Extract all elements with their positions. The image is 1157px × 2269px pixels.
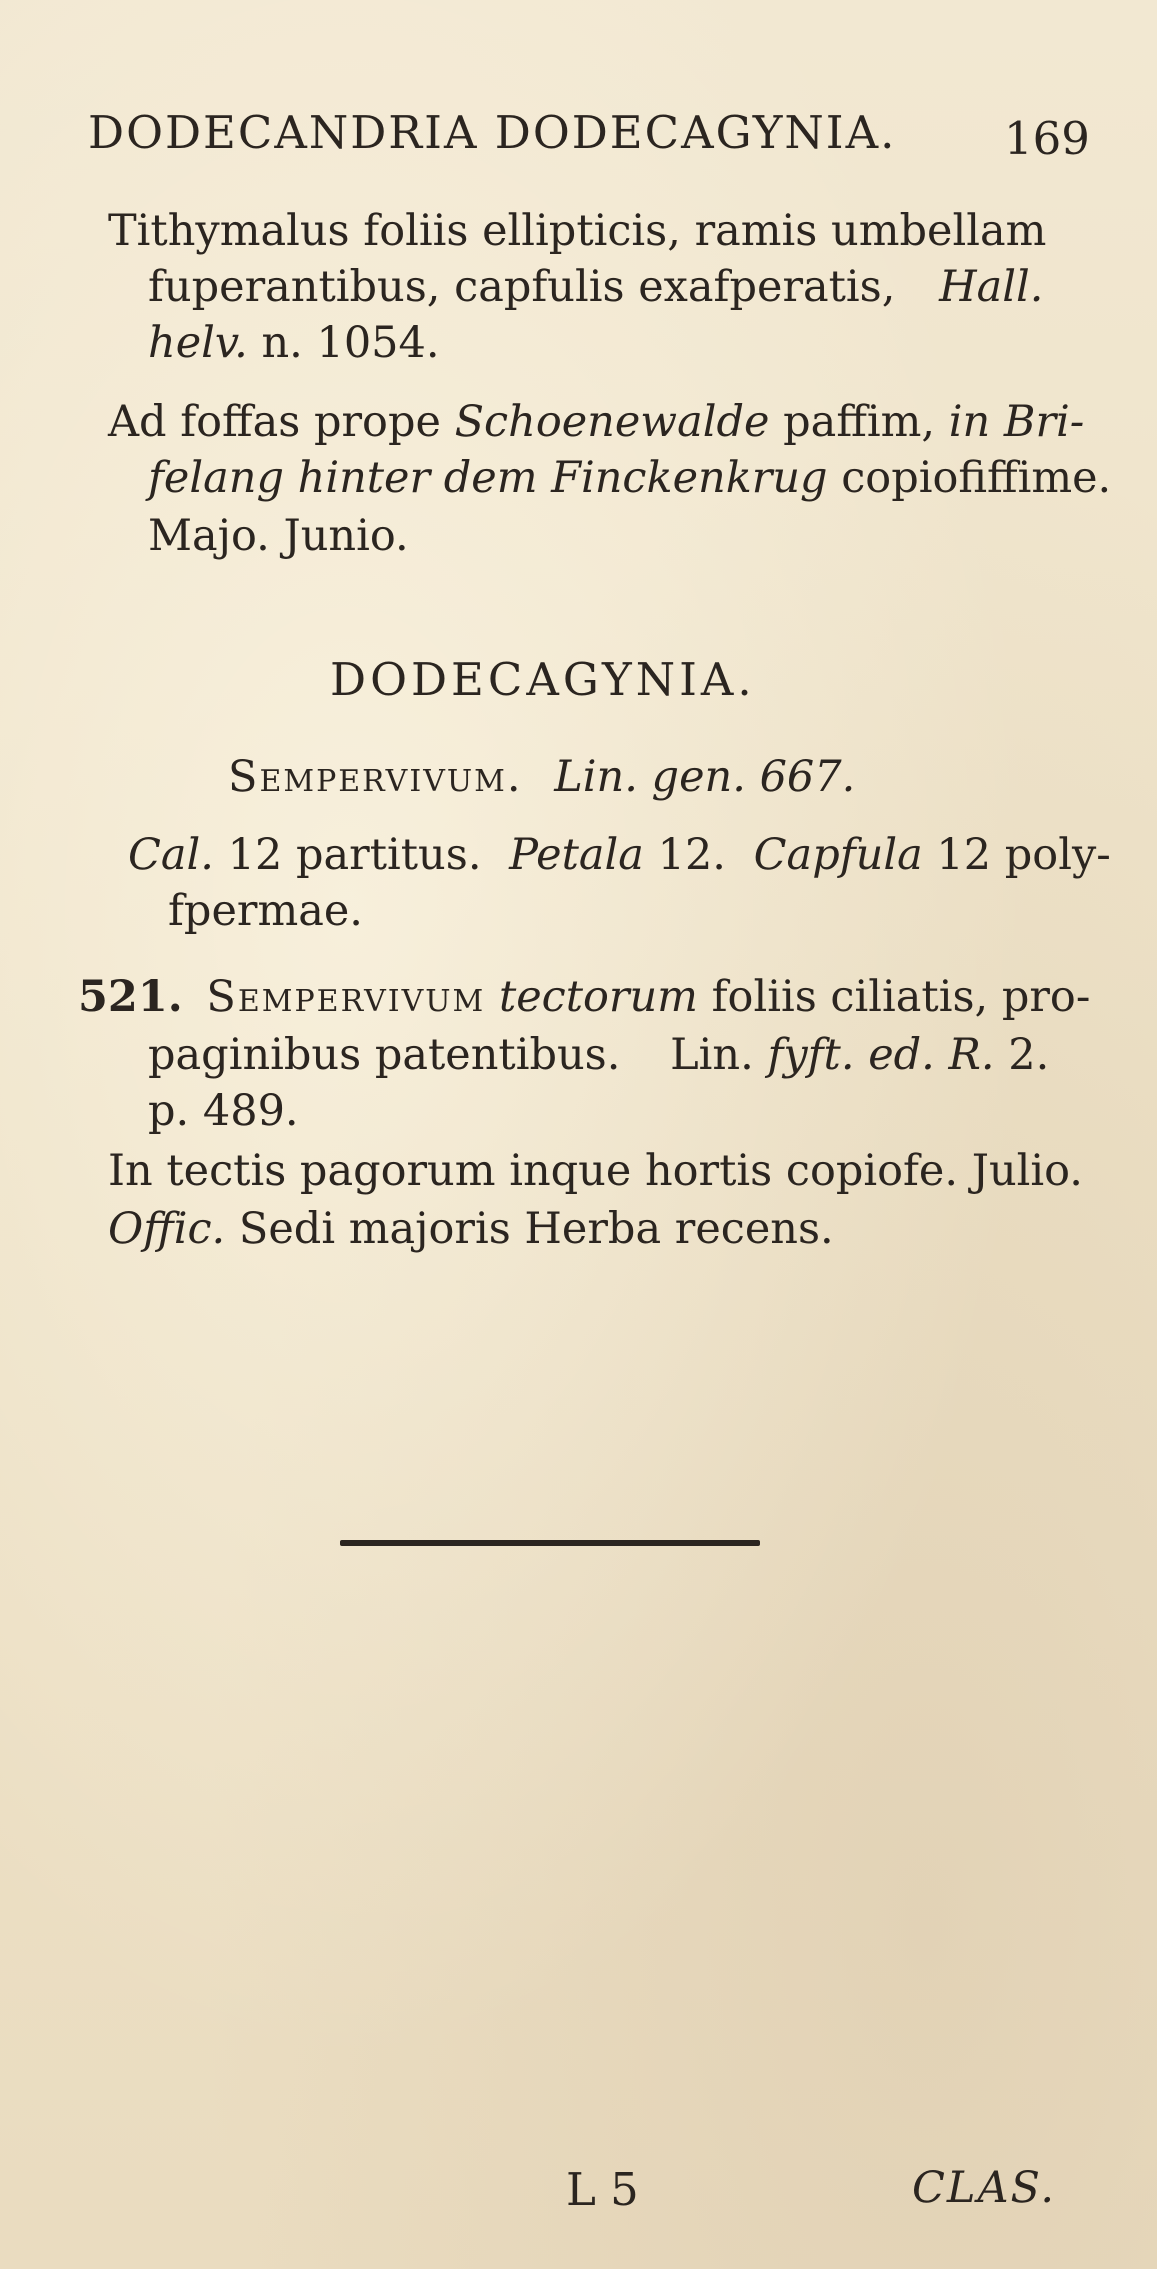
species-line-3: p. 489. (148, 1086, 299, 1136)
genus-calyx-label: Cal. (128, 830, 214, 880)
prev-entry-habitat: Ad foffas prope (108, 397, 441, 447)
species-ref-r: R. (948, 1030, 995, 1080)
species-ref: Lin. (670, 1030, 754, 1080)
species-epithet: tectorum (498, 972, 698, 1022)
prev-entry-ref: Hall. (939, 262, 1044, 312)
species-ref-ed: ed. (868, 1030, 935, 1080)
prev-entry-line-5 (148, 453, 1111, 503)
prev-entry-place: Schoenewalde (454, 397, 770, 447)
genus-petala-label: Petala (509, 830, 644, 880)
species-ref-syst: fyft. (767, 1030, 855, 1080)
page-number: 169 (1004, 112, 1090, 165)
genus-petala: 12. (657, 830, 726, 880)
species-ref-num: 2. (1008, 1030, 1050, 1080)
species-line-1 (78, 972, 1090, 1022)
genus-ref-num: 667. (759, 752, 856, 802)
prev-entry-text: fuperantibus, capfulis exafperatis, (148, 262, 896, 312)
section-rule (340, 1540, 760, 1546)
prev-entry-place-3: felang hinter dem Finckenkrug (148, 453, 828, 503)
prev-entry-line-6: Majo. Junio. (148, 511, 409, 561)
section-title: DODECAGYNIA. (330, 653, 756, 706)
running-head: DODECANDRIA DODECAGYNIA. (88, 106, 897, 159)
genus-capsula-label: Capfula (753, 830, 923, 880)
species-number: 521. (78, 972, 183, 1022)
genus-ref: Lin. (554, 752, 638, 802)
genus-line-3: fpermae. (168, 886, 363, 936)
genus-name: Sempervivum. (228, 752, 523, 802)
prev-entry-line-1: Tithymalus foliis ellipticis, ramis umbellam (108, 206, 1047, 256)
species-genus: Sempervivum (206, 972, 486, 1022)
genus-ref-gen: gen. (651, 752, 746, 802)
species-offic: Sedi majoris Herba recens. (238, 1204, 834, 1254)
prev-entry-abundance: copiofiffime. (841, 453, 1112, 503)
species-habitat: In tectis pagorum inque hortis copiofe. Julio. (108, 1146, 1083, 1196)
genus-capsula: 12 poly- (936, 830, 1111, 880)
species-line-5 (108, 1204, 834, 1254)
prev-entry-ref-helv: helv. (148, 318, 248, 368)
prev-entry-number: n. 1054. (261, 318, 440, 368)
catchword: CLAS. (912, 2163, 1057, 2213)
prev-entry-line-3 (148, 318, 440, 368)
prev-entry-habitat-2: paffim, (783, 397, 936, 447)
species-line-2 (148, 1030, 1049, 1080)
genus-line-2 (128, 830, 1111, 880)
species-diagnosis-2: paginibus patentibus. (148, 1030, 621, 1080)
prev-entry-line-2 (148, 262, 1043, 312)
prev-entry-place-2: in Bri- (948, 397, 1085, 447)
signature-mark: L 5 (566, 2163, 639, 2216)
species-offic-label: Offic. (108, 1204, 226, 1254)
genus-calyx: 12 partitus. (227, 830, 482, 880)
prev-entry-line-4 (108, 397, 1084, 447)
genus-line-1 (228, 752, 855, 802)
species-diagnosis: foliis ciliatis, pro- (711, 972, 1091, 1022)
